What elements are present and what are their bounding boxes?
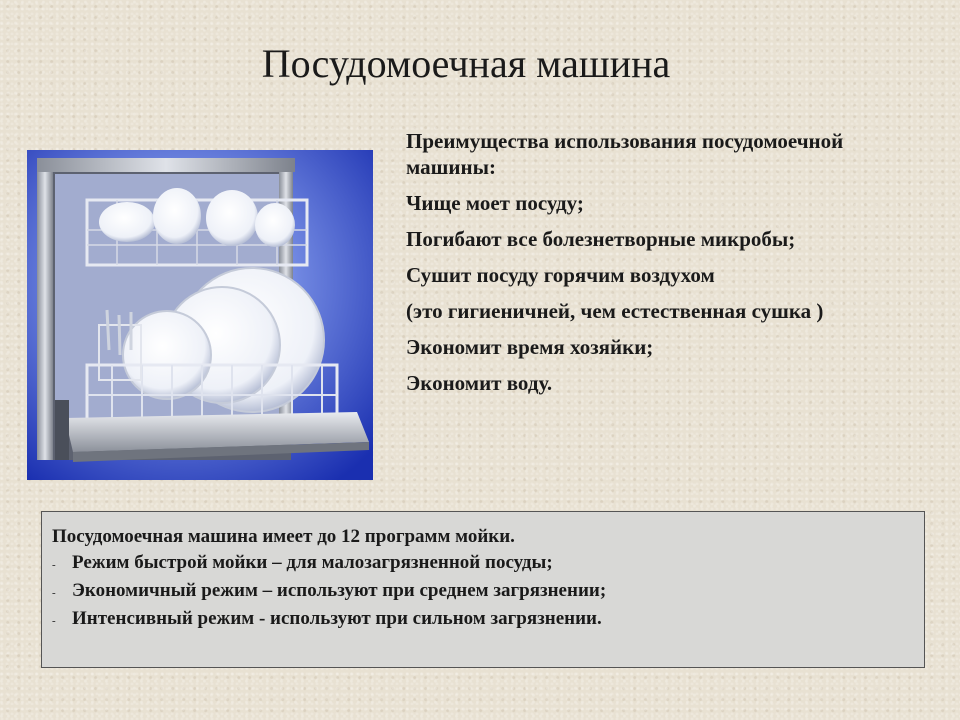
- program-text: Интенсивный режим - используют при сильном загрязнении.: [72, 608, 602, 629]
- benefit-item: Погибают все болезнетворные микробы;: [406, 227, 796, 251]
- benefit-item: (это гигиеничней, чем естественная сушка ): [406, 299, 824, 323]
- programs-box: [41, 511, 925, 668]
- benefit-item: Сушит посуду горячим воздухом: [406, 263, 715, 287]
- bullet-dash: -: [52, 587, 56, 599]
- bullet-dash: -: [52, 615, 56, 627]
- program-item: [52, 578, 912, 606]
- benefit-item: Экономит время хозяйки;: [406, 335, 654, 359]
- slide-title: Посудомоечная машина: [261, 41, 671, 86]
- program-text: Режим быстрой мойки – для малозагрязненной посуды;: [72, 552, 553, 573]
- bullet-dash: -: [52, 559, 56, 571]
- program-text: Экономичный режим – используют при среднем загрязнении;: [72, 580, 607, 601]
- benefits-heading: Преимущества использования посудомоечной машины:: [406, 129, 844, 179]
- benefit-item: Чище моет посуду;: [406, 191, 584, 215]
- dishwasher-photo: [27, 150, 373, 480]
- programs-intro: Посудомоечная машина имеет до 12 программ мойки.: [52, 526, 515, 547]
- benefit-item: Экономит воду.: [406, 371, 553, 395]
- program-item: [52, 550, 912, 578]
- benefits-list: [406, 128, 856, 406]
- program-item: [52, 606, 912, 634]
